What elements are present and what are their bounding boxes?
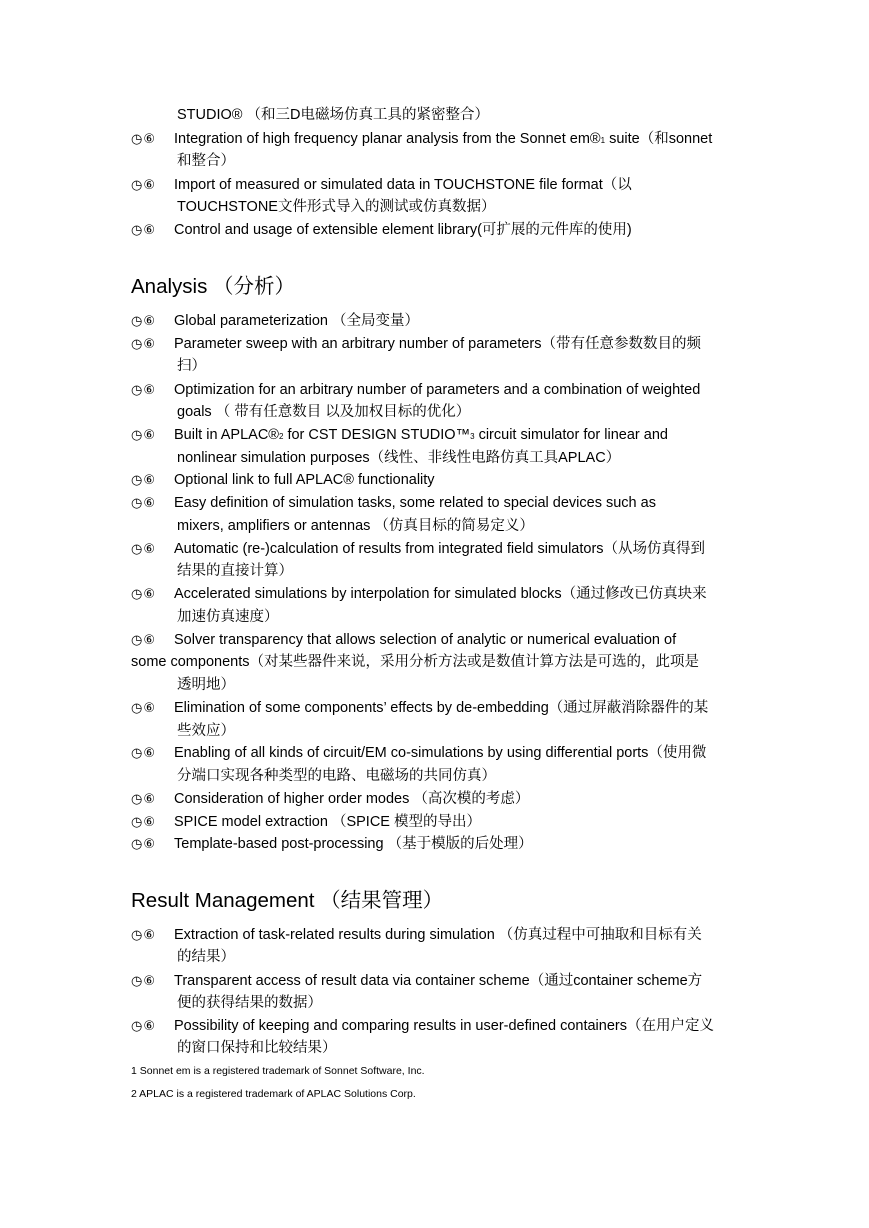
- bullet-icon: ◷⑥: [131, 177, 156, 192]
- footnote: 2 APLAC is a registered trademark of APLAC Solutions Corp.: [131, 1088, 416, 1100]
- list-item-line: Template-based post-processing （基于模版的后处理）: [174, 836, 533, 852]
- bullet-icon: ◷⑥: [131, 791, 156, 806]
- list-item-line: 分端口实现各种类型的电路、电磁场的共同仿真）: [177, 768, 496, 784]
- list-item-line: TOUCHSTONE文件形式导入的测试或仿真数据）: [177, 199, 496, 215]
- bullet-icon: ◷⑥: [131, 745, 156, 760]
- list-item-line: Import of measured or simulated data in TOUCHSTONE file format（以: [174, 177, 632, 193]
- list-item-line: 透明地）: [177, 677, 235, 693]
- list-item-line: SPICE model extraction （SPICE 模型的导出）: [174, 814, 481, 830]
- continued-text: STUDIO® （和三D电磁场仿真工具的紧密整合）: [177, 107, 489, 123]
- list-item-line: Consideration of higher order modes （高次模的考虑）: [174, 791, 530, 807]
- list-item-line: 些效应）: [177, 723, 235, 739]
- footnote: 1 Sonnet em is a registered trademark of Sonnet Software, Inc.: [131, 1065, 425, 1077]
- list-item-line: 的结果）: [177, 949, 235, 965]
- list-item-line: 加速仿真速度）: [177, 609, 279, 625]
- section-heading-analysis: Analysis （分析）: [131, 275, 296, 298]
- bullet-icon: ◷⑥: [131, 632, 156, 647]
- bullet-icon: ◷⑥: [131, 472, 156, 487]
- list-item-line: Optimization for an arbitrary number of parameters and a combination of weighted: [174, 382, 701, 398]
- list-item-line: Extraction of task-related results during simulation （仿真过程中可抽取和目标有关: [174, 927, 702, 943]
- bullet-icon: ◷⑥: [131, 131, 156, 146]
- list-item-line: Enabling of all kinds of circuit/EM co-simulations by using differential ports（使用微: [174, 745, 707, 761]
- bullet-icon: ◷⑥: [131, 427, 156, 442]
- list-item-line: Elimination of some components’ effects by de-embedding（通过屏蔽消除器件的某: [174, 700, 709, 716]
- bullet-icon: ◷⑥: [131, 222, 156, 237]
- list-item-line: 和整合）: [177, 153, 235, 169]
- list-item-line: Easy definition of simulation tasks, some related to special devices such as: [174, 495, 656, 511]
- bullet-icon: ◷⑥: [131, 336, 156, 351]
- list-item-line: mixers, amplifiers or antennas （仿真目标的简易定义）: [177, 518, 534, 534]
- bullet-icon: ◷⑥: [131, 541, 156, 556]
- section-heading-result-management: Result Management （结果管理）: [131, 889, 444, 912]
- bullet-icon: ◷⑥: [131, 313, 156, 328]
- bullet-icon: ◷⑥: [131, 814, 156, 829]
- list-item-line: Optional link to full APLAC® functionality: [174, 472, 435, 488]
- list-item-line: Automatic (re-)calculation of results from integrated field simulators（从场仿真得到: [174, 541, 706, 557]
- bullet-icon: ◷⑥: [131, 973, 156, 988]
- list-item-line: 结果的直接计算）: [177, 563, 293, 579]
- list-item-line: Solver transparency that allows selection of analytic or numerical evaluation of: [174, 632, 677, 648]
- list-item-line: Control and usage of extensible element library(可扩展的元件库的使用): [174, 222, 632, 238]
- list-item-line: 扫）: [177, 358, 206, 374]
- list-item-line: Transparent access of result data via container scheme（通过container scheme方: [174, 973, 703, 989]
- list-item-line: Built in APLAC®2 for CST DESIGN STUDIO™3 circuit simulator for linear and: [174, 427, 668, 443]
- bullet-icon: ◷⑥: [131, 586, 156, 601]
- list-item-line: Possibility of keeping and comparing results in user-defined containers（在用户定义: [174, 1018, 714, 1034]
- list-item-line: some components（对某些器件来说，采用分析方法或是数值计算方法是可选的，此项是: [131, 654, 699, 670]
- bullet-icon: ◷⑥: [131, 382, 156, 397]
- list-item-line: Integration of high frequency planar analysis from the Sonnet em®1 suite（和sonnet: [174, 131, 713, 147]
- bullet-icon: ◷⑥: [131, 836, 156, 851]
- list-item-line: goals （ 带有任意数目 以及加权目标的优化）: [177, 404, 471, 420]
- bullet-icon: ◷⑥: [131, 1018, 156, 1033]
- list-item-line: Parameter sweep with an arbitrary number of parameters（带有任意参数数目的频: [174, 336, 701, 352]
- bullet-icon: ◷⑥: [131, 700, 156, 715]
- bullet-icon: ◷⑥: [131, 927, 156, 942]
- list-item-line: 的窗口保持和比较结果）: [177, 1040, 337, 1056]
- bullet-icon: ◷⑥: [131, 495, 156, 510]
- list-item-line: nonlinear simulation purposes（线性、非线性电路仿真工具APLAC）: [177, 450, 621, 466]
- list-item-line: Accelerated simulations by interpolation for simulated blocks（通过修改已仿真块来: [174, 586, 707, 602]
- list-item-line: 便的获得结果的数据）: [177, 995, 322, 1011]
- list-item-line: Global parameterization （全局变量）: [174, 313, 419, 329]
